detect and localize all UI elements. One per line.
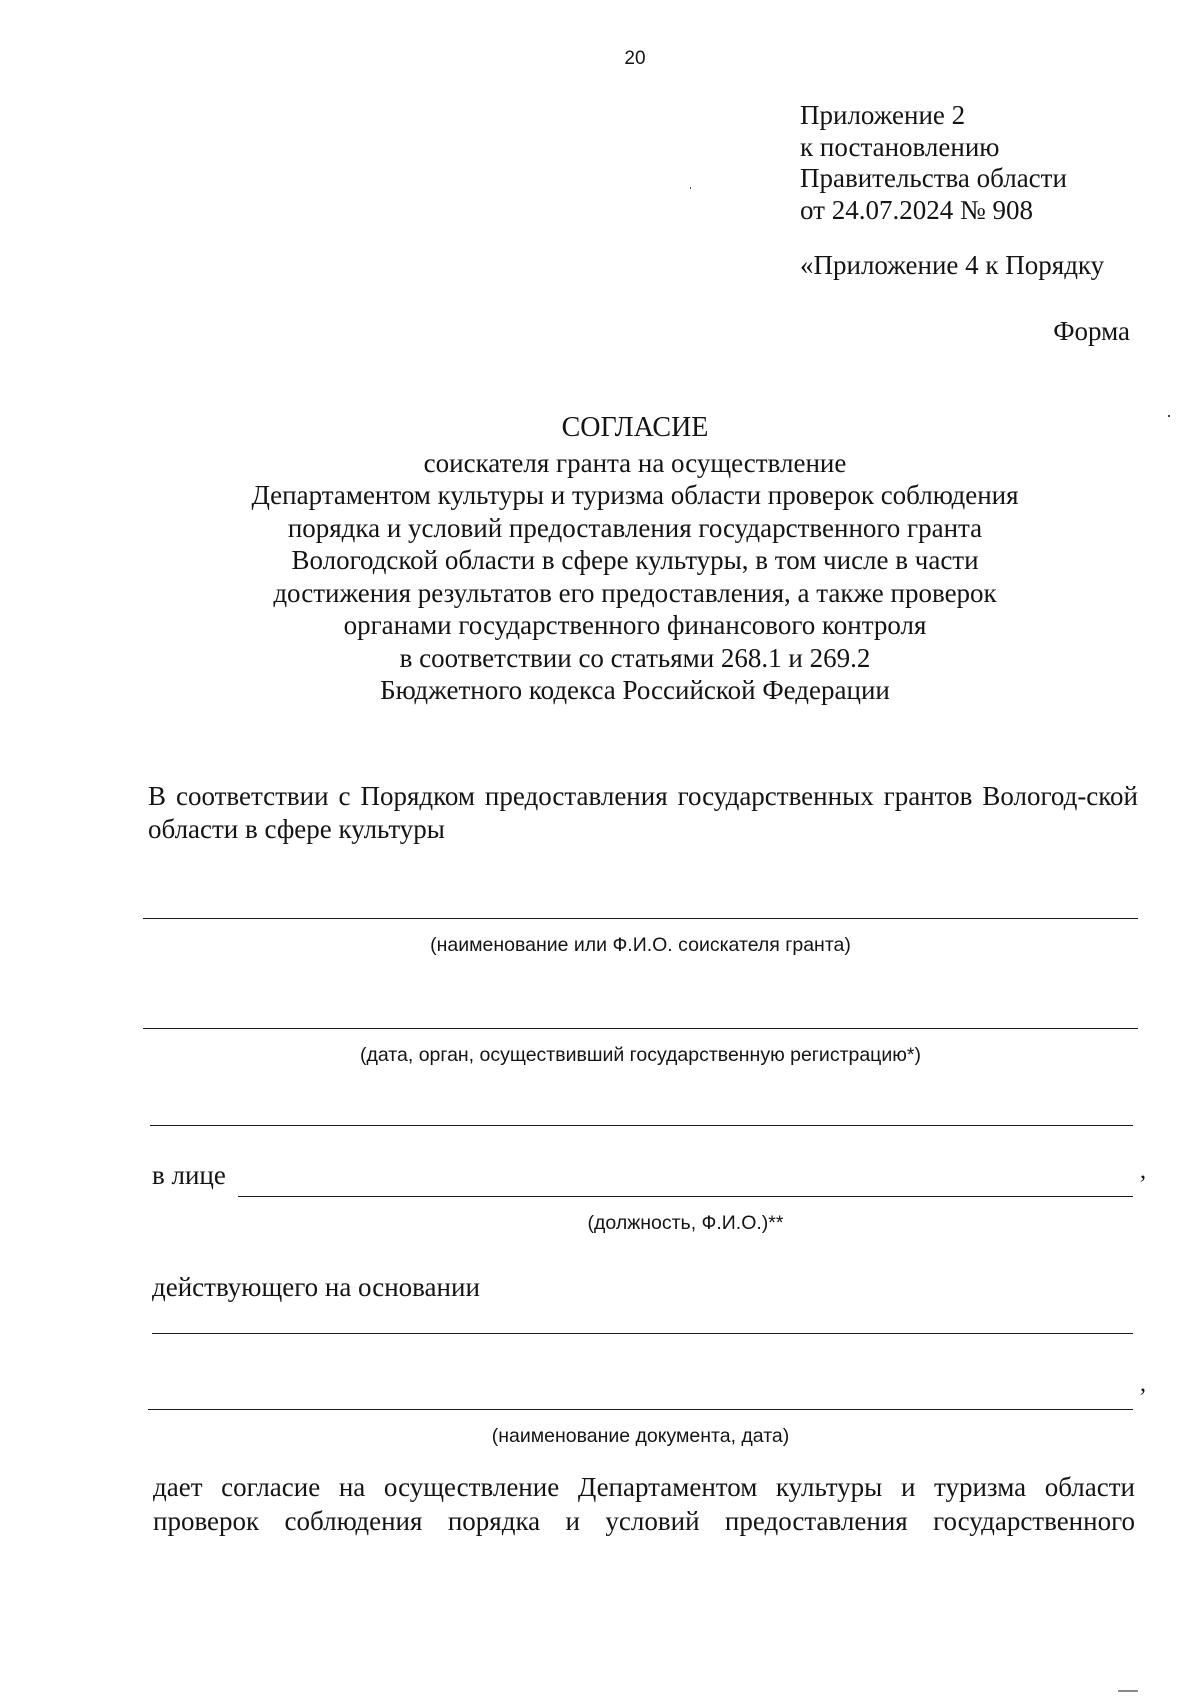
document-caption: (наименование документа, дата) bbox=[491, 1425, 790, 1447]
appendix-header bbox=[800, 100, 1067, 226]
title-line: Департаментом культуры и туризма области проверок соблюдения bbox=[251, 480, 1019, 510]
position-name-line bbox=[238, 1196, 1133, 1197]
title-line: в соответствии со статьями 268.1 и 269.2 bbox=[399, 642, 871, 673]
page-number: 20 bbox=[624, 48, 646, 69]
scan-speck bbox=[1118, 1690, 1138, 1692]
appendix-line-1: Приложение 2 bbox=[800, 100, 966, 130]
basis-document-line bbox=[152, 1333, 1133, 1334]
intro-paragraph: В соответствии с Порядком предоставления государственных грантов Вологод-ской области в сфере культуры bbox=[148, 781, 1138, 844]
registration-line bbox=[143, 1028, 1138, 1029]
appendix-line-4: от 24.07.2024 № 908 bbox=[800, 194, 1033, 225]
appendix-line-3: Правительства области bbox=[800, 163, 1067, 193]
appendix-line-2: к постановлению bbox=[800, 131, 1000, 162]
order-reference: «Приложение 4 к Порядку bbox=[800, 250, 1105, 280]
title-line: Вологодской области в сфере культуры, в том числе в части bbox=[291, 545, 979, 575]
applicant-name-line bbox=[143, 918, 1138, 919]
comma: , bbox=[1140, 1158, 1146, 1184]
title-line: Бюджетного кодекса Российской Федерации bbox=[380, 675, 890, 705]
basis-document-line-2 bbox=[148, 1409, 1133, 1410]
registration-caption: (дата, орган, осуществивший государственную регистрацию*) bbox=[360, 1044, 921, 1066]
comma: , bbox=[1140, 1371, 1146, 1397]
position-caption: (должность, Ф.И.О.)** bbox=[587, 1212, 784, 1234]
title-line: достижения результатов его предоставления, а также проверок bbox=[273, 577, 997, 608]
in-person-label: в лице bbox=[152, 1160, 226, 1190]
title-line: порядка и условий предоставления государственного гранта bbox=[287, 512, 983, 543]
acting-basis-label: действующего на основании bbox=[152, 1272, 480, 1302]
scan-speck bbox=[690, 187, 691, 189]
registration-line-2 bbox=[150, 1125, 1133, 1126]
consent-paragraph bbox=[153, 1470, 1135, 1538]
document-title bbox=[100, 412, 1170, 707]
applicant-name-caption: (наименование или Ф.И.О. соискателя гранта) bbox=[430, 934, 851, 956]
form-label: Форма bbox=[1053, 316, 1130, 346]
consent-line: дает согласие на осуществление Департаментом культуры и туризма области bbox=[153, 1472, 1135, 1502]
title-line: соискателя гранта на осуществление bbox=[423, 447, 847, 478]
title-line: органами государственного финансового контроля bbox=[343, 610, 927, 640]
title-main: СОГЛАСИЕ bbox=[561, 412, 709, 443]
scan-speck bbox=[1168, 415, 1170, 417]
consent-line: проверок соблюдения порядка и условий предоставления государственного bbox=[153, 1506, 1135, 1536]
